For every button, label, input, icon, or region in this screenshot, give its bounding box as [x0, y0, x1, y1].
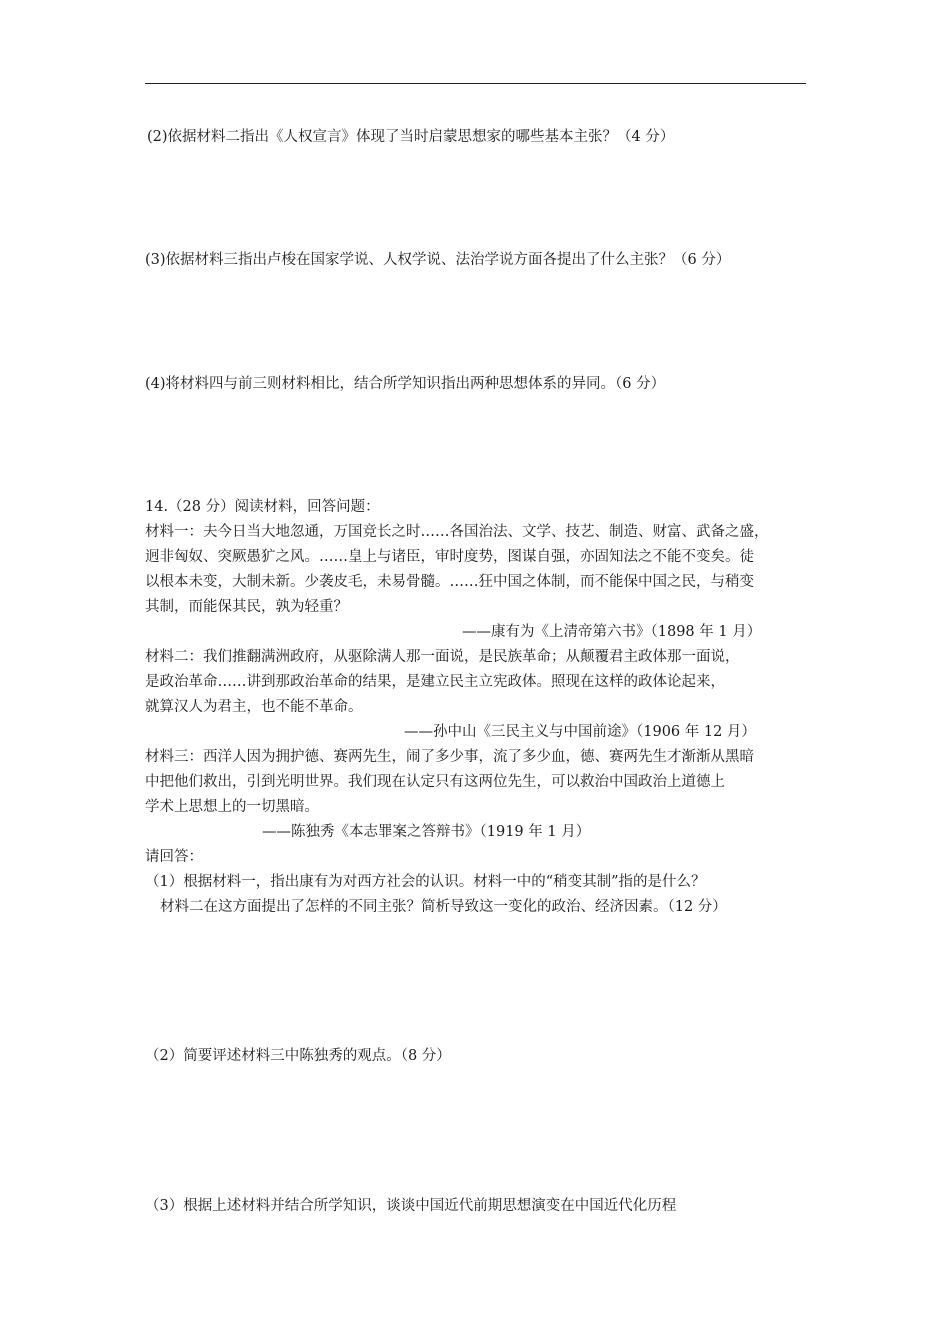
- answer-prompt: 请回答：: [145, 849, 203, 865]
- material-2-line: 材料二：我们推翻满洲政府，从驱除满人那一面说，是民族革命；从颠覆君主政体那一面说，: [145, 649, 740, 665]
- material-1-line: 迥非匈奴、突厥愚犷之风。……皇上与诸臣，审时度势，图谋自强，亦固知法之不能不变矣。徒: [145, 549, 754, 565]
- material-3-line: 材料三：西洋人因为拥护德、赛两先生，闹了多少事，流了多少血，德、赛两先生才渐渐从黑暗: [145, 749, 754, 765]
- sub-question-2: （2）简要评述材料三中陈独秀的观点。（8 分）: [145, 1048, 451, 1064]
- sub-question-3: （3）根据上述材料并结合所学知识，谈谈中国近代前期思想演变在中国近代化历程: [145, 1198, 677, 1214]
- sub-question-1-line: （1）根据材料一，指出康有为对西方社会的认识。材料一中的“稍变其制”指的是什么？: [145, 874, 706, 890]
- material-3-line: 中把他们救出，引到光明世界。我们现在认定只有这两位先生，可以救治中国政治上道德上: [145, 774, 725, 790]
- material-2-line: 就算汉人为君主，也不能不革命。: [145, 699, 363, 715]
- sub-question-1-line: 材料二在这方面提出了怎样的不同主张？简析导致这一变化的政治、经济因素。（12 分）: [160, 899, 727, 915]
- question-3: (3)依据材料三指出卢梭在国家学说、人权学说、法治学说方面各提出了什么主张？（6 分）: [145, 252, 731, 268]
- material-2-source: ——孙中山《三民主义与中国前途》（1906 年 12 月）: [404, 724, 756, 740]
- question-14-heading: 14.（28 分）阅读材料，回答问题：: [145, 499, 380, 515]
- material-1-source: ——康有为《上清帝第六书》（1898 年 1 月）: [462, 624, 762, 640]
- question-4: (4)将材料四与前三则材料相比，结合所学知识指出两种思想体系的异同。（6 分）: [145, 376, 666, 392]
- material-3-line: 学术上思想上的一切黑暗。: [145, 799, 319, 815]
- material-1-line: 其制，而能保其民，孰为轻重？: [145, 599, 348, 615]
- material-2-line: 是政治革命……讲到那政治革命的结果，是建立民主立宪政体。照现在这样的政体论起来，: [145, 674, 725, 690]
- question-2: (2)依据材料二指出《人权宣言》体现了当时启蒙思想家的哪些基本主张？（4 分）: [147, 129, 675, 145]
- header-rule: [145, 83, 806, 84]
- material-1-line: 以根本未变，大制未新。少袭皮毛，未易骨髓。……狂中国之体制，而不能保中国之民，与稍变: [145, 574, 754, 590]
- material-1-line: 材料一：夫今日当大地忽通，万国竞长之时……各国治法、文学、技艺、制造、财富、武备之盛，: [145, 524, 769, 540]
- material-3-source: ——陈独秀《本志罪案之答辩书》（1919 年 1 月）: [262, 824, 591, 840]
